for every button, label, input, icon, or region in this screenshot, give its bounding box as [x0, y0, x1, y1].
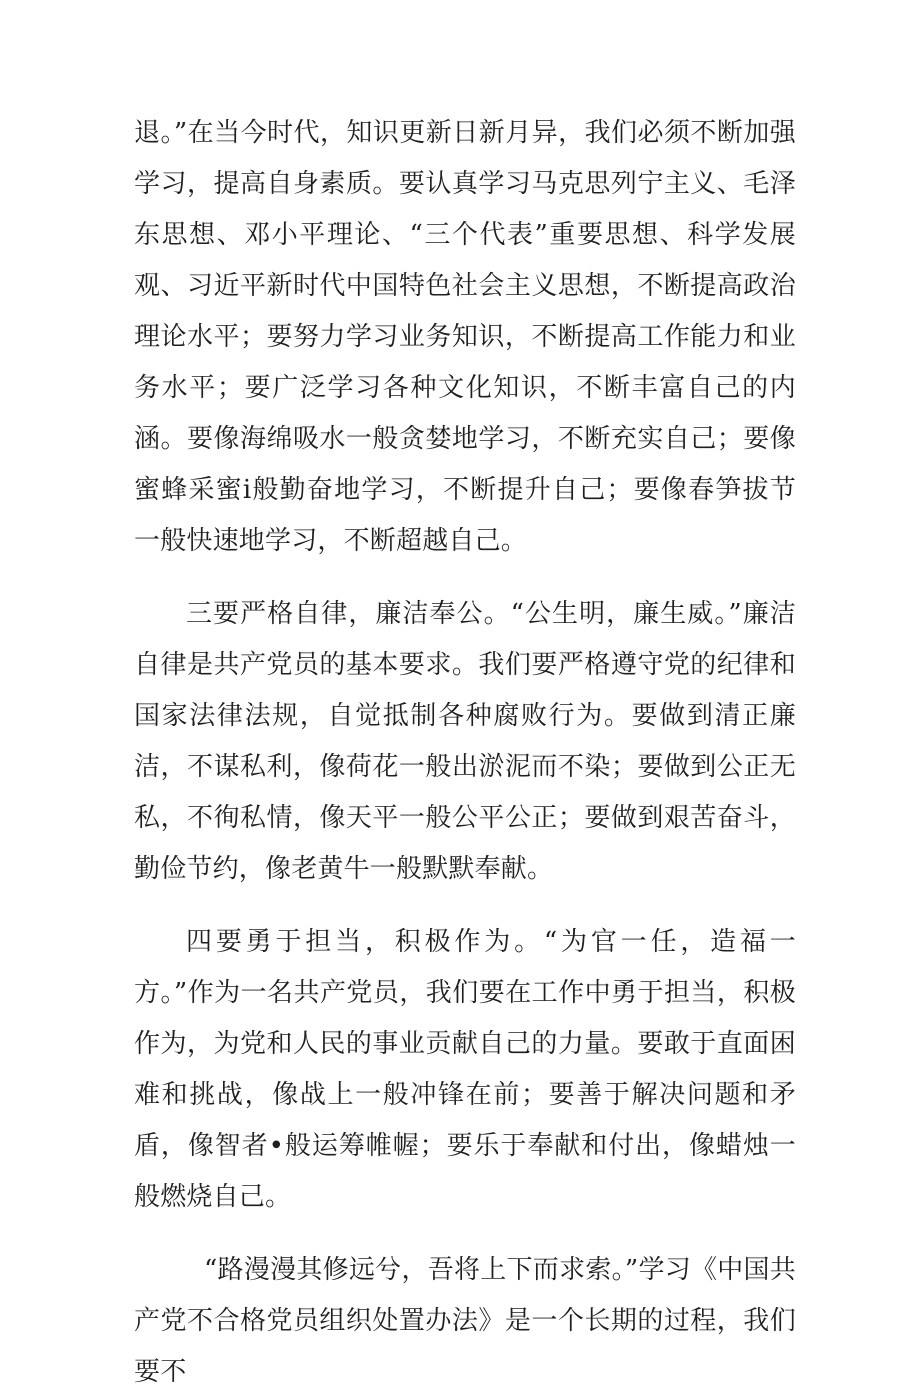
paragraph-3: 四要勇于担当，积极作为。“为官一任，造福一方。”作为一名共产党员，我们要在工作中勇于担当，积极作为，为党和人民的事业贡献自己的力量。要敢于直面困难和挑战，像战上一般冲锋在前；要善于解决问题和矛盾，像智者•般运筹帷幄；要乐于奉献和付出，像蜡烛一般燃烧自己。 — [134, 927, 796, 1212]
paragraph-1: 退。”在当今时代，知识更新日新月异，我们必须不断加强学习，提高自身素质。要认真学习马克思列宁主义、毛泽东思想、邓小平理论、“三个代表”重要思想、科学发展观、习近平新时代中国特色社会主义思想，不断提高政治理论水平；要努力学习业务知识，不断提高工作能力和业务水平；要广泛学习各种文化知识，不断丰富自己的内涵。要像海绵吸水一般贪婪地学习，不断充实自己；要像蜜蜂采蜜i般勤奋地学习，不断提升自己；要像春笋拔节一般快速地学习，不断超越自己。 — [134, 118, 796, 556]
paragraph-4: “路漫漫其修远兮，吾将上下而求索。”学习《中国共产党不合格党员组织处置办法》是一个长期的过程，我们要不 — [134, 1255, 796, 1387]
document-body — [134, 108, 796, 1398]
paragraph-2: 三要严格自律，廉洁奉公。“公生明，廉生威。”廉洁自律是共产党员的基本要求。我们要严格遵守党的纪律和国家法律法规，自觉抵制各种腐败行为。要做到清正廉洁，不谋私利，像荷花一般出淤泥而不染；要做到公正无私，不徇私情，像天平一般公平公正；要做到艰苦奋斗，勤俭节约，像老黄牛一般默默奉献。 — [134, 599, 796, 884]
